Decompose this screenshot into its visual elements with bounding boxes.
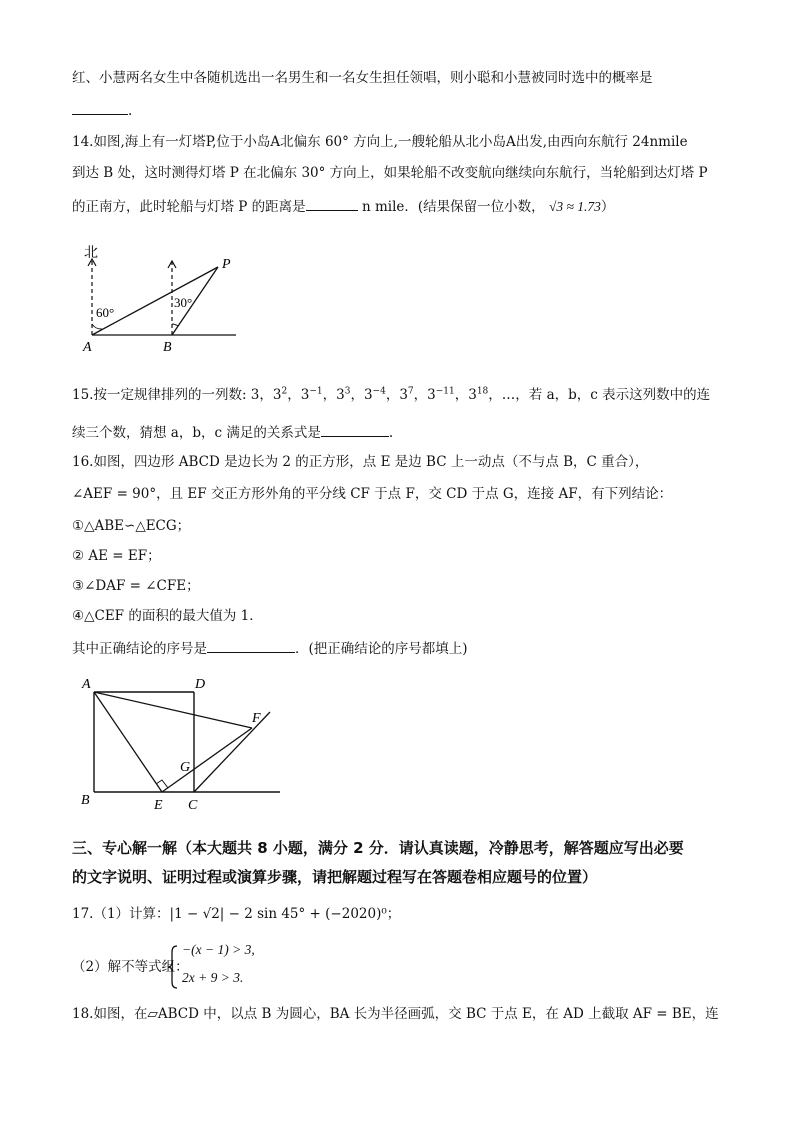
q16-line2: ∠AEF = 90°，且 EF 交正方形外角的平分线 CF 于点 F，交 CD 于点 G，连接 AF，有下列结论： — [72, 486, 673, 502]
label-north: 北 — [84, 246, 98, 261]
sqrt-approx: √3 ≈ 1.73 — [548, 199, 601, 214]
label-B: B — [163, 340, 172, 355]
q13-answer-line: . — [72, 100, 722, 121]
label-D: D — [195, 677, 206, 692]
line-AP — [92, 267, 218, 335]
q16-conclusion-3: ③∠DAF = ∠CFE； — [72, 578, 200, 594]
q16-conclusion-4: ④△CEF 的面积的最大值为 1． — [72, 608, 263, 624]
label-E: E — [154, 798, 163, 813]
q17-part1: 17.（1）计算：|1 − √2| − 2 sin 45° + (−2020)⁰； — [72, 906, 401, 922]
q15-line2: 续三个数，猜想 a，b，c 满足的关系式是 . — [72, 422, 722, 443]
label-30deg: 30° — [174, 295, 193, 310]
line-AE — [94, 692, 162, 792]
q14-line1: 14.如图,海上有一灯塔P,位于小岛A北偏东 60° 方向上,一艘轮船从北小岛A出发,由西向东航行 24nmile — [72, 134, 688, 150]
q14-line2: 到达 B 处，这时测得灯塔 P 在北偏东 30° 方向上，如果轮船不改变航向继续向东航行，当轮船到达灯塔 P — [72, 165, 708, 181]
q17-part2-label: （2）解不等式组： — [72, 959, 189, 975]
label-A: A — [83, 340, 92, 355]
q17-inequality-2: 2x + 9 > 3. — [182, 970, 244, 985]
q16-figure — [76, 672, 296, 820]
q17-inequality-1: −(x − 1) > 3, — [182, 942, 255, 957]
section-3-heading-line1: 三、专心解一解（本大题共 8 小题，满分 2 分．请认真读题，冷静思考，解答题应写出必要 — [72, 839, 684, 857]
q13-text: 红、小慧两名女生中各随机选出一名男生和一名女生担任领唱，则小聪和小慧被同时选中的概率是 — [72, 70, 653, 86]
label-F: F — [252, 711, 261, 726]
answer-blank[interactable] — [207, 638, 295, 653]
q16-ask: 其中正确结论的序号是 ．(把正确结论的序号都填上) — [72, 638, 722, 659]
label-P: P — [222, 257, 231, 272]
answer-blank[interactable] — [306, 196, 358, 211]
section-3-heading-line2: 的文字说明、证明过程或演算步骤，请把解题过程写在答题卷相应题号的位置） — [72, 868, 598, 886]
brace-icon — [167, 944, 179, 990]
q16-line1: 16.如图，四边形 ABCD 是边长为 2 的正方形，点 E 是边 BC 上一动点（不与点 B，C 重合）， — [72, 454, 649, 470]
label-B: B — [81, 793, 90, 808]
answer-blank[interactable] — [321, 422, 389, 437]
label-C: C — [188, 798, 198, 813]
answer-blank[interactable] — [72, 100, 128, 115]
label-60deg: 60° — [96, 305, 115, 320]
label-A: A — [82, 677, 91, 692]
angle-arc-A — [92, 324, 102, 329]
q15-line1: 15.按一定规律排列的一列数: 3，$3^2$，$3^{-1}$，$3^3$，$3^{-4}$，$3^7$，$3^{-11}$，$3^{18}$，…，若 a，b，c 表示这列数中的连 — [72, 386, 711, 403]
label-G: G — [180, 760, 191, 775]
line-EF — [162, 728, 252, 792]
q16-conclusion-1: ①△ABE∽△ECG； — [72, 518, 191, 534]
line-AF — [94, 692, 252, 728]
angle-arc-B — [172, 324, 178, 326]
q16-conclusion-2: ② AE = EF； — [72, 548, 161, 564]
q14-line3: 的正南方，此时轮船与灯塔 P 的距离是 n mile．(结果保留一位小数， √3 ≈ 1.73） — [72, 196, 722, 217]
q18-line1: 18.如图，在▱ABCD 中，以点 B 为圆心，BA 长为半径画弧，交 BC 于点 E，在 AD 上截取 AF = BE，连 — [72, 1006, 719, 1022]
q14-figure — [76, 238, 256, 356]
